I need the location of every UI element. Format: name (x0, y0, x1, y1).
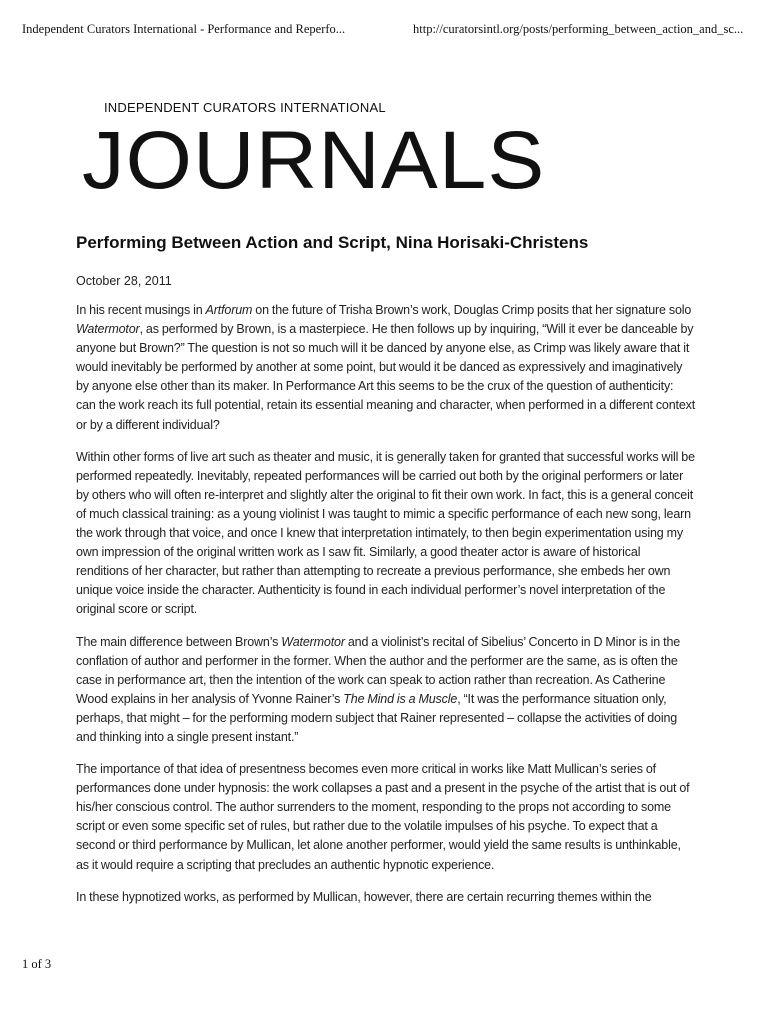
journals-logo: JOURNALS (82, 115, 546, 206)
page-url[interactable]: http://curatorsintl.org/posts/performing_between_action_and_sc... (413, 22, 744, 36)
org-name: INDEPENDENT CURATORS INTERNATIONAL (104, 100, 386, 115)
paragraph-3 (76, 633, 696, 748)
article-title: Performing Between Action and Script, Nina Horisaki-Christens (76, 233, 589, 252)
paragraph-1-text-a: In his recent musings in (76, 303, 206, 317)
paragraph-1 (76, 301, 696, 435)
paragraph-1-text-b: on the future of Trisha Brown’s work, Douglas Crimp posits that her signature solo (252, 303, 692, 317)
masthead (82, 100, 546, 206)
paragraph-5: In these hypnotized works, as performed by Mullican, however, there are certain recurring themes within the (76, 889, 652, 904)
page-indicator: 1 of 3 (22, 957, 52, 971)
article (76, 232, 696, 919)
article-date: October 28, 2011 (76, 274, 172, 288)
emphasis-watermotor-2: Watermotor (281, 634, 345, 649)
paragraph-3-text-b: and a violinist’s recital of Sibelius’ Concerto in D Minor is in the conflation of author and performer in the former. When the author and the performer are the same, as is often the case in performance art, then the intention of the work can speak to action rather than recreation. As Catherine Wood explains in her analysis of Yvonne Rainer’s (76, 634, 681, 706)
paragraph-3-text-c: , “It was the performance situation only, perhaps, that might – for the performing modern subject that Rainer represented – collapse the activities of doing and thinking into a single present instant.” (76, 691, 678, 744)
print-header (0, 22, 768, 42)
paragraph-1-text-c: , as performed by Brown, is a masterpiece. He then follows up by inquiring, “Will it ever be danceable by anyone but Brown?” The question is not so much will it be danced by anyone else, as Crimp was likely aware that it would inevitably be performed by another at some point, but would it be danced as expressively and imaginatively by anyone else other than its maker. In Performance Art this seems to be the crux of the question of authenticity: can the work reach its full potential, retain its essential meaning and character, when performed in a different context or by a different individual? (76, 322, 696, 432)
emphasis-watermotor: Watermotor (76, 322, 140, 337)
paragraph-3-text-a: The main difference between Brown’s (76, 634, 282, 649)
paragraph-4: The importance of that idea of presentness becomes even more critical in works like Matt Mullican’s series of performances done under hypnosis: the work collapses a past and a present in the psyche of the artist that is out of his/her conscious control. The author surrenders to the moment, responding to the props not according to some script or even some specific set of rules, but rather due to the volatile impulses of his psyche. To expect that a second or third performance by Mullican, let alone another performer, would yield the same results is unthinkable, as it would require a scripting that precludes an authentic hypnotic experience. (76, 762, 690, 872)
emphasis-artforum: Artforum (205, 303, 253, 317)
emphasis-mind-is-a-muscle: The Mind is a Muscle (343, 691, 458, 706)
page-title: Independent Curators International - Performance and Reperfo... (22, 22, 346, 36)
paragraph-2: Within other forms of live art such as theater and music, it is generally taken for granted that successful works will be performed repeatedly. Inevitably, repeated performances will be carried out both by the original performers or later by others who will often re-interpret and slightly alter the original to fit their own work. In fact, this is a general conceit of much classical training: as a young violinist I was taught to mimic a specific performance of each new song, learn the work through that voice, and once I knew that interpretation intimately, to then begin experimentation using my own impression of the original written work as I saw fit. Similarly, a good theater actor is aware of historical renditions of her character, but rather than attempting to recreate a previous performance, she embeds her own unique voice inside the character. Authenticity is found in each individual performer’s novel interpretation of the original score or script. (76, 449, 695, 617)
